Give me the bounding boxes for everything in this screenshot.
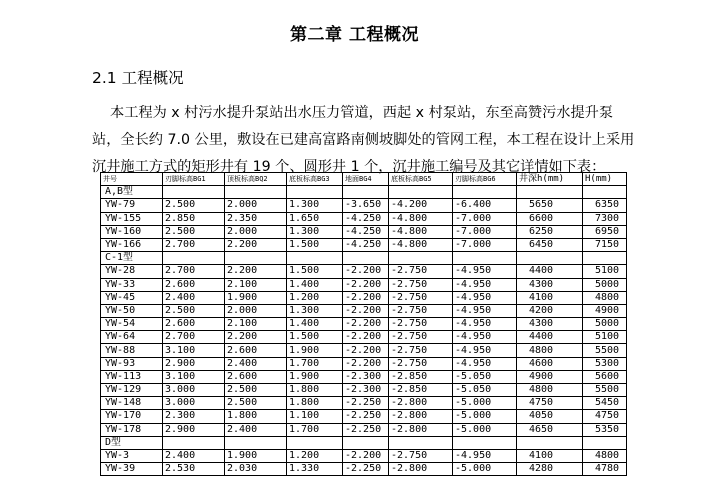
well-id-cell: YW-113 xyxy=(101,370,163,383)
value-cell: 6600 xyxy=(517,212,583,225)
column-header: H(mm) xyxy=(583,173,627,186)
value-cell: 5100 xyxy=(583,331,627,344)
value-cell: 2.600 xyxy=(163,278,225,291)
well-id-cell: YW-3 xyxy=(101,449,163,462)
value-cell: -4.950 xyxy=(453,331,517,344)
table-row xyxy=(101,370,627,383)
well-elevation-table xyxy=(100,172,627,476)
value-cell: -2.750 xyxy=(389,265,453,278)
value-cell: -2.800 xyxy=(389,423,453,436)
table-row xyxy=(101,212,627,225)
value-cell: 4750 xyxy=(583,410,627,423)
value-cell: -2.250 xyxy=(343,463,389,476)
value-cell: 4900 xyxy=(517,370,583,383)
group-label: A,B型 xyxy=(101,186,163,199)
value-cell: -2.200 xyxy=(343,265,389,278)
value-cell: 4400 xyxy=(517,331,583,344)
group-row xyxy=(101,436,627,449)
value-cell: 2.100 xyxy=(225,278,287,291)
value-cell: -2.750 xyxy=(389,344,453,357)
value-cell: 2.000 xyxy=(225,225,287,238)
value-cell: -4.950 xyxy=(453,265,517,278)
value-cell: 5350 xyxy=(583,423,627,436)
empty-cell xyxy=(343,436,389,449)
value-cell: 2.500 xyxy=(163,199,225,212)
value-cell: -4.950 xyxy=(453,304,517,317)
value-cell: 5450 xyxy=(583,397,627,410)
well-id-cell: YW-148 xyxy=(101,397,163,410)
value-cell: 2.900 xyxy=(163,357,225,370)
table-row xyxy=(101,225,627,238)
value-cell: -4.800 xyxy=(389,225,453,238)
value-cell: 2.400 xyxy=(163,291,225,304)
value-cell: 5000 xyxy=(583,278,627,291)
value-cell: -3.650 xyxy=(343,199,389,212)
well-id-cell: YW-155 xyxy=(101,212,163,225)
value-cell: -4.950 xyxy=(453,318,517,331)
value-cell: 2.100 xyxy=(225,318,287,331)
empty-cell xyxy=(287,436,343,449)
value-cell: -7.000 xyxy=(453,225,517,238)
value-cell: 7300 xyxy=(583,212,627,225)
empty-cell xyxy=(163,252,225,265)
value-cell: 6250 xyxy=(517,225,583,238)
value-cell: -2.850 xyxy=(389,384,453,397)
value-cell: 2.600 xyxy=(225,344,287,357)
value-cell: -2.750 xyxy=(389,304,453,317)
well-id-cell: YW-33 xyxy=(101,278,163,291)
value-cell: -2.200 xyxy=(343,278,389,291)
value-cell: 2.200 xyxy=(225,331,287,344)
value-cell: 1.650 xyxy=(287,212,343,225)
well-id-cell: YW-170 xyxy=(101,410,163,423)
value-cell: 2.700 xyxy=(163,238,225,251)
value-cell: -5.000 xyxy=(453,397,517,410)
value-cell: 4100 xyxy=(517,449,583,462)
value-cell: 1.400 xyxy=(287,278,343,291)
value-cell: 5000 xyxy=(583,318,627,331)
value-cell: 6950 xyxy=(583,225,627,238)
value-cell: 4280 xyxy=(517,463,583,476)
value-cell: 6450 xyxy=(517,238,583,251)
intro-paragraph xyxy=(92,100,640,181)
table-row xyxy=(101,199,627,212)
well-id-cell: YW-129 xyxy=(101,384,163,397)
value-cell: 3.000 xyxy=(163,384,225,397)
column-header: 井深h(mm) xyxy=(517,173,583,186)
value-cell: 4780 xyxy=(583,463,627,476)
value-cell: 2.500 xyxy=(225,384,287,397)
value-cell: 4200 xyxy=(517,304,583,317)
value-cell: 2.400 xyxy=(163,449,225,462)
value-cell: 5650 xyxy=(517,199,583,212)
table-row xyxy=(101,357,627,370)
value-cell: -2.300 xyxy=(343,384,389,397)
value-cell: 2.900 xyxy=(163,423,225,436)
table-row xyxy=(101,463,627,476)
column-header: 底板标高BG5 xyxy=(389,173,453,186)
value-cell: 2.030 xyxy=(225,463,287,476)
value-cell: -2.200 xyxy=(343,331,389,344)
value-cell: 1.200 xyxy=(287,291,343,304)
well-id-cell: YW-93 xyxy=(101,357,163,370)
value-cell: 1.800 xyxy=(287,384,343,397)
well-id-cell: YW-178 xyxy=(101,423,163,436)
empty-cell xyxy=(517,252,583,265)
value-cell: -4.200 xyxy=(389,199,453,212)
table-row xyxy=(101,344,627,357)
value-cell: -5.000 xyxy=(453,423,517,436)
value-cell: -2.800 xyxy=(389,463,453,476)
value-cell: 2.200 xyxy=(225,265,287,278)
group-row xyxy=(101,252,627,265)
value-cell: 5500 xyxy=(583,344,627,357)
empty-cell xyxy=(389,436,453,449)
value-cell: -2.750 xyxy=(389,331,453,344)
value-cell: 1.400 xyxy=(287,318,343,331)
table-row xyxy=(101,265,627,278)
well-id-cell: YW-28 xyxy=(101,265,163,278)
value-cell: 4750 xyxy=(517,397,583,410)
value-cell: 2.700 xyxy=(163,331,225,344)
value-cell: 2.600 xyxy=(163,318,225,331)
value-cell: -2.750 xyxy=(389,278,453,291)
value-cell: 2.300 xyxy=(163,410,225,423)
value-cell: -2.200 xyxy=(343,291,389,304)
well-id-cell: YW-166 xyxy=(101,238,163,251)
value-cell: -4.950 xyxy=(453,291,517,304)
value-cell: 4300 xyxy=(517,318,583,331)
value-cell: -2.750 xyxy=(389,449,453,462)
value-cell: -2.750 xyxy=(389,291,453,304)
well-id-cell: YW-50 xyxy=(101,304,163,317)
table-row xyxy=(101,304,627,317)
value-cell: -4.250 xyxy=(343,212,389,225)
value-cell: -4.250 xyxy=(343,225,389,238)
value-cell: -2.850 xyxy=(389,370,453,383)
value-cell: 4800 xyxy=(517,384,583,397)
value-cell: 1.900 xyxy=(287,370,343,383)
empty-cell xyxy=(389,186,453,199)
table-row xyxy=(101,423,627,436)
value-cell: 1.500 xyxy=(287,265,343,278)
chapter-title: 第二章 工程概况 xyxy=(290,25,419,45)
empty-cell xyxy=(287,186,343,199)
value-cell: -2.200 xyxy=(343,344,389,357)
value-cell: 1.500 xyxy=(287,331,343,344)
value-cell: 2.500 xyxy=(225,397,287,410)
value-cell: -7.000 xyxy=(453,212,517,225)
value-cell: 2.530 xyxy=(163,463,225,476)
table-header-row xyxy=(101,173,627,186)
empty-cell xyxy=(225,186,287,199)
column-header: 刃脚标高BG6 xyxy=(453,173,517,186)
value-cell: 2.700 xyxy=(163,265,225,278)
table-row xyxy=(101,278,627,291)
value-cell: -2.750 xyxy=(389,318,453,331)
empty-cell xyxy=(225,436,287,449)
empty-cell xyxy=(453,436,517,449)
value-cell: 1.800 xyxy=(287,397,343,410)
value-cell: -2.250 xyxy=(343,410,389,423)
table-row xyxy=(101,449,627,462)
table-row xyxy=(101,291,627,304)
value-cell: 1.200 xyxy=(287,449,343,462)
empty-cell xyxy=(583,436,627,449)
value-cell: -2.750 xyxy=(389,357,453,370)
value-cell: 4400 xyxy=(517,265,583,278)
value-cell: 4900 xyxy=(583,304,627,317)
value-cell: 1.500 xyxy=(287,238,343,251)
empty-cell xyxy=(163,186,225,199)
value-cell: 1.330 xyxy=(287,463,343,476)
value-cell: 5100 xyxy=(583,265,627,278)
value-cell: 4800 xyxy=(517,344,583,357)
well-id-cell: YW-54 xyxy=(101,318,163,331)
column-header: 刃脚标高BG1 xyxy=(163,173,225,186)
value-cell: 2.600 xyxy=(225,370,287,383)
value-cell: -5.050 xyxy=(453,370,517,383)
value-cell: 4650 xyxy=(517,423,583,436)
value-cell: -4.800 xyxy=(389,238,453,251)
value-cell: 1.900 xyxy=(225,449,287,462)
well-id-cell: YW-88 xyxy=(101,344,163,357)
value-cell: -2.300 xyxy=(343,370,389,383)
value-cell: 2.850 xyxy=(163,212,225,225)
value-cell: -2.200 xyxy=(343,357,389,370)
empty-cell xyxy=(225,252,287,265)
column-header: 顶板标高BQ2 xyxy=(225,173,287,186)
value-cell: 1.300 xyxy=(287,304,343,317)
value-cell: -2.800 xyxy=(389,410,453,423)
value-cell: 5600 xyxy=(583,370,627,383)
well-id-cell: YW-45 xyxy=(101,291,163,304)
value-cell: 1.100 xyxy=(287,410,343,423)
column-header: 底板标高BG3 xyxy=(287,173,343,186)
value-cell: 2.350 xyxy=(225,212,287,225)
value-cell: 4600 xyxy=(517,357,583,370)
well-id-cell: YW-79 xyxy=(101,199,163,212)
value-cell: 5300 xyxy=(583,357,627,370)
value-cell: -2.200 xyxy=(343,318,389,331)
value-cell: -2.250 xyxy=(343,397,389,410)
value-cell: 2.500 xyxy=(163,225,225,238)
value-cell: 2.000 xyxy=(225,304,287,317)
value-cell: -4.950 xyxy=(453,357,517,370)
value-cell: 1.900 xyxy=(287,344,343,357)
empty-cell xyxy=(517,436,583,449)
table-row xyxy=(101,331,627,344)
intro-paragraph-text: 本工程为 x 村污水提升泵站出水压力管道，西起 x 村泵站，东至高赞污水提升泵站，全长约 7.0 公里，敷设在已建高富路南侧坡脚处的管网工程，本工程在设计上采用沉井施工方式的矩形井有 19 个、圆形井 1 个，沉井施工编号及其它详情如下表： xyxy=(92,105,635,175)
empty-cell xyxy=(389,252,453,265)
value-cell: 1.700 xyxy=(287,423,343,436)
value-cell: 4300 xyxy=(517,278,583,291)
value-cell: 4800 xyxy=(583,449,627,462)
value-cell: -2.200 xyxy=(343,304,389,317)
group-label: C-1型 xyxy=(101,252,163,265)
value-cell: 1.300 xyxy=(287,199,343,212)
section-title: 2.1 工程概况 xyxy=(92,69,184,87)
value-cell: -7.000 xyxy=(453,238,517,251)
column-header: 地面BG4 xyxy=(343,173,389,186)
value-cell: 3.000 xyxy=(163,397,225,410)
table-row xyxy=(101,397,627,410)
value-cell: -2.250 xyxy=(343,423,389,436)
value-cell: 5500 xyxy=(583,384,627,397)
value-cell: 2.400 xyxy=(225,357,287,370)
table-row xyxy=(101,384,627,397)
value-cell: -4.800 xyxy=(389,212,453,225)
empty-cell xyxy=(453,186,517,199)
value-cell: 2.500 xyxy=(163,304,225,317)
value-cell: 4100 xyxy=(517,291,583,304)
value-cell: 2.000 xyxy=(225,199,287,212)
value-cell: -4.950 xyxy=(453,344,517,357)
value-cell: -2.200 xyxy=(343,449,389,462)
group-row xyxy=(101,186,627,199)
value-cell: -4.250 xyxy=(343,238,389,251)
empty-cell xyxy=(583,252,627,265)
value-cell: 1.700 xyxy=(287,357,343,370)
value-cell: 6350 xyxy=(583,199,627,212)
value-cell: -2.800 xyxy=(389,397,453,410)
well-id-cell: YW-64 xyxy=(101,331,163,344)
table-row xyxy=(101,318,627,331)
value-cell: 4050 xyxy=(517,410,583,423)
empty-cell xyxy=(453,252,517,265)
empty-cell xyxy=(163,436,225,449)
value-cell: 2.200 xyxy=(225,238,287,251)
value-cell: -5.000 xyxy=(453,463,517,476)
value-cell: -4.950 xyxy=(453,278,517,291)
empty-cell xyxy=(517,186,583,199)
value-cell: 2.400 xyxy=(225,423,287,436)
column-header: 井号 xyxy=(101,173,163,186)
value-cell: -5.050 xyxy=(453,384,517,397)
table-row xyxy=(101,410,627,423)
value-cell: 1.900 xyxy=(225,291,287,304)
value-cell: 4800 xyxy=(583,291,627,304)
value-cell: -6.400 xyxy=(453,199,517,212)
empty-cell xyxy=(287,252,343,265)
value-cell: -5.000 xyxy=(453,410,517,423)
well-id-cell: YW-160 xyxy=(101,225,163,238)
value-cell: 1.300 xyxy=(287,225,343,238)
empty-cell xyxy=(343,252,389,265)
empty-cell xyxy=(343,186,389,199)
value-cell: 3.100 xyxy=(163,370,225,383)
table-row xyxy=(101,238,627,251)
value-cell: 1.800 xyxy=(225,410,287,423)
well-id-cell: YW-39 xyxy=(101,463,163,476)
group-label: D型 xyxy=(101,436,163,449)
empty-cell xyxy=(583,186,627,199)
value-cell: -4.950 xyxy=(453,449,517,462)
value-cell: 7150 xyxy=(583,238,627,251)
value-cell: 3.100 xyxy=(163,344,225,357)
